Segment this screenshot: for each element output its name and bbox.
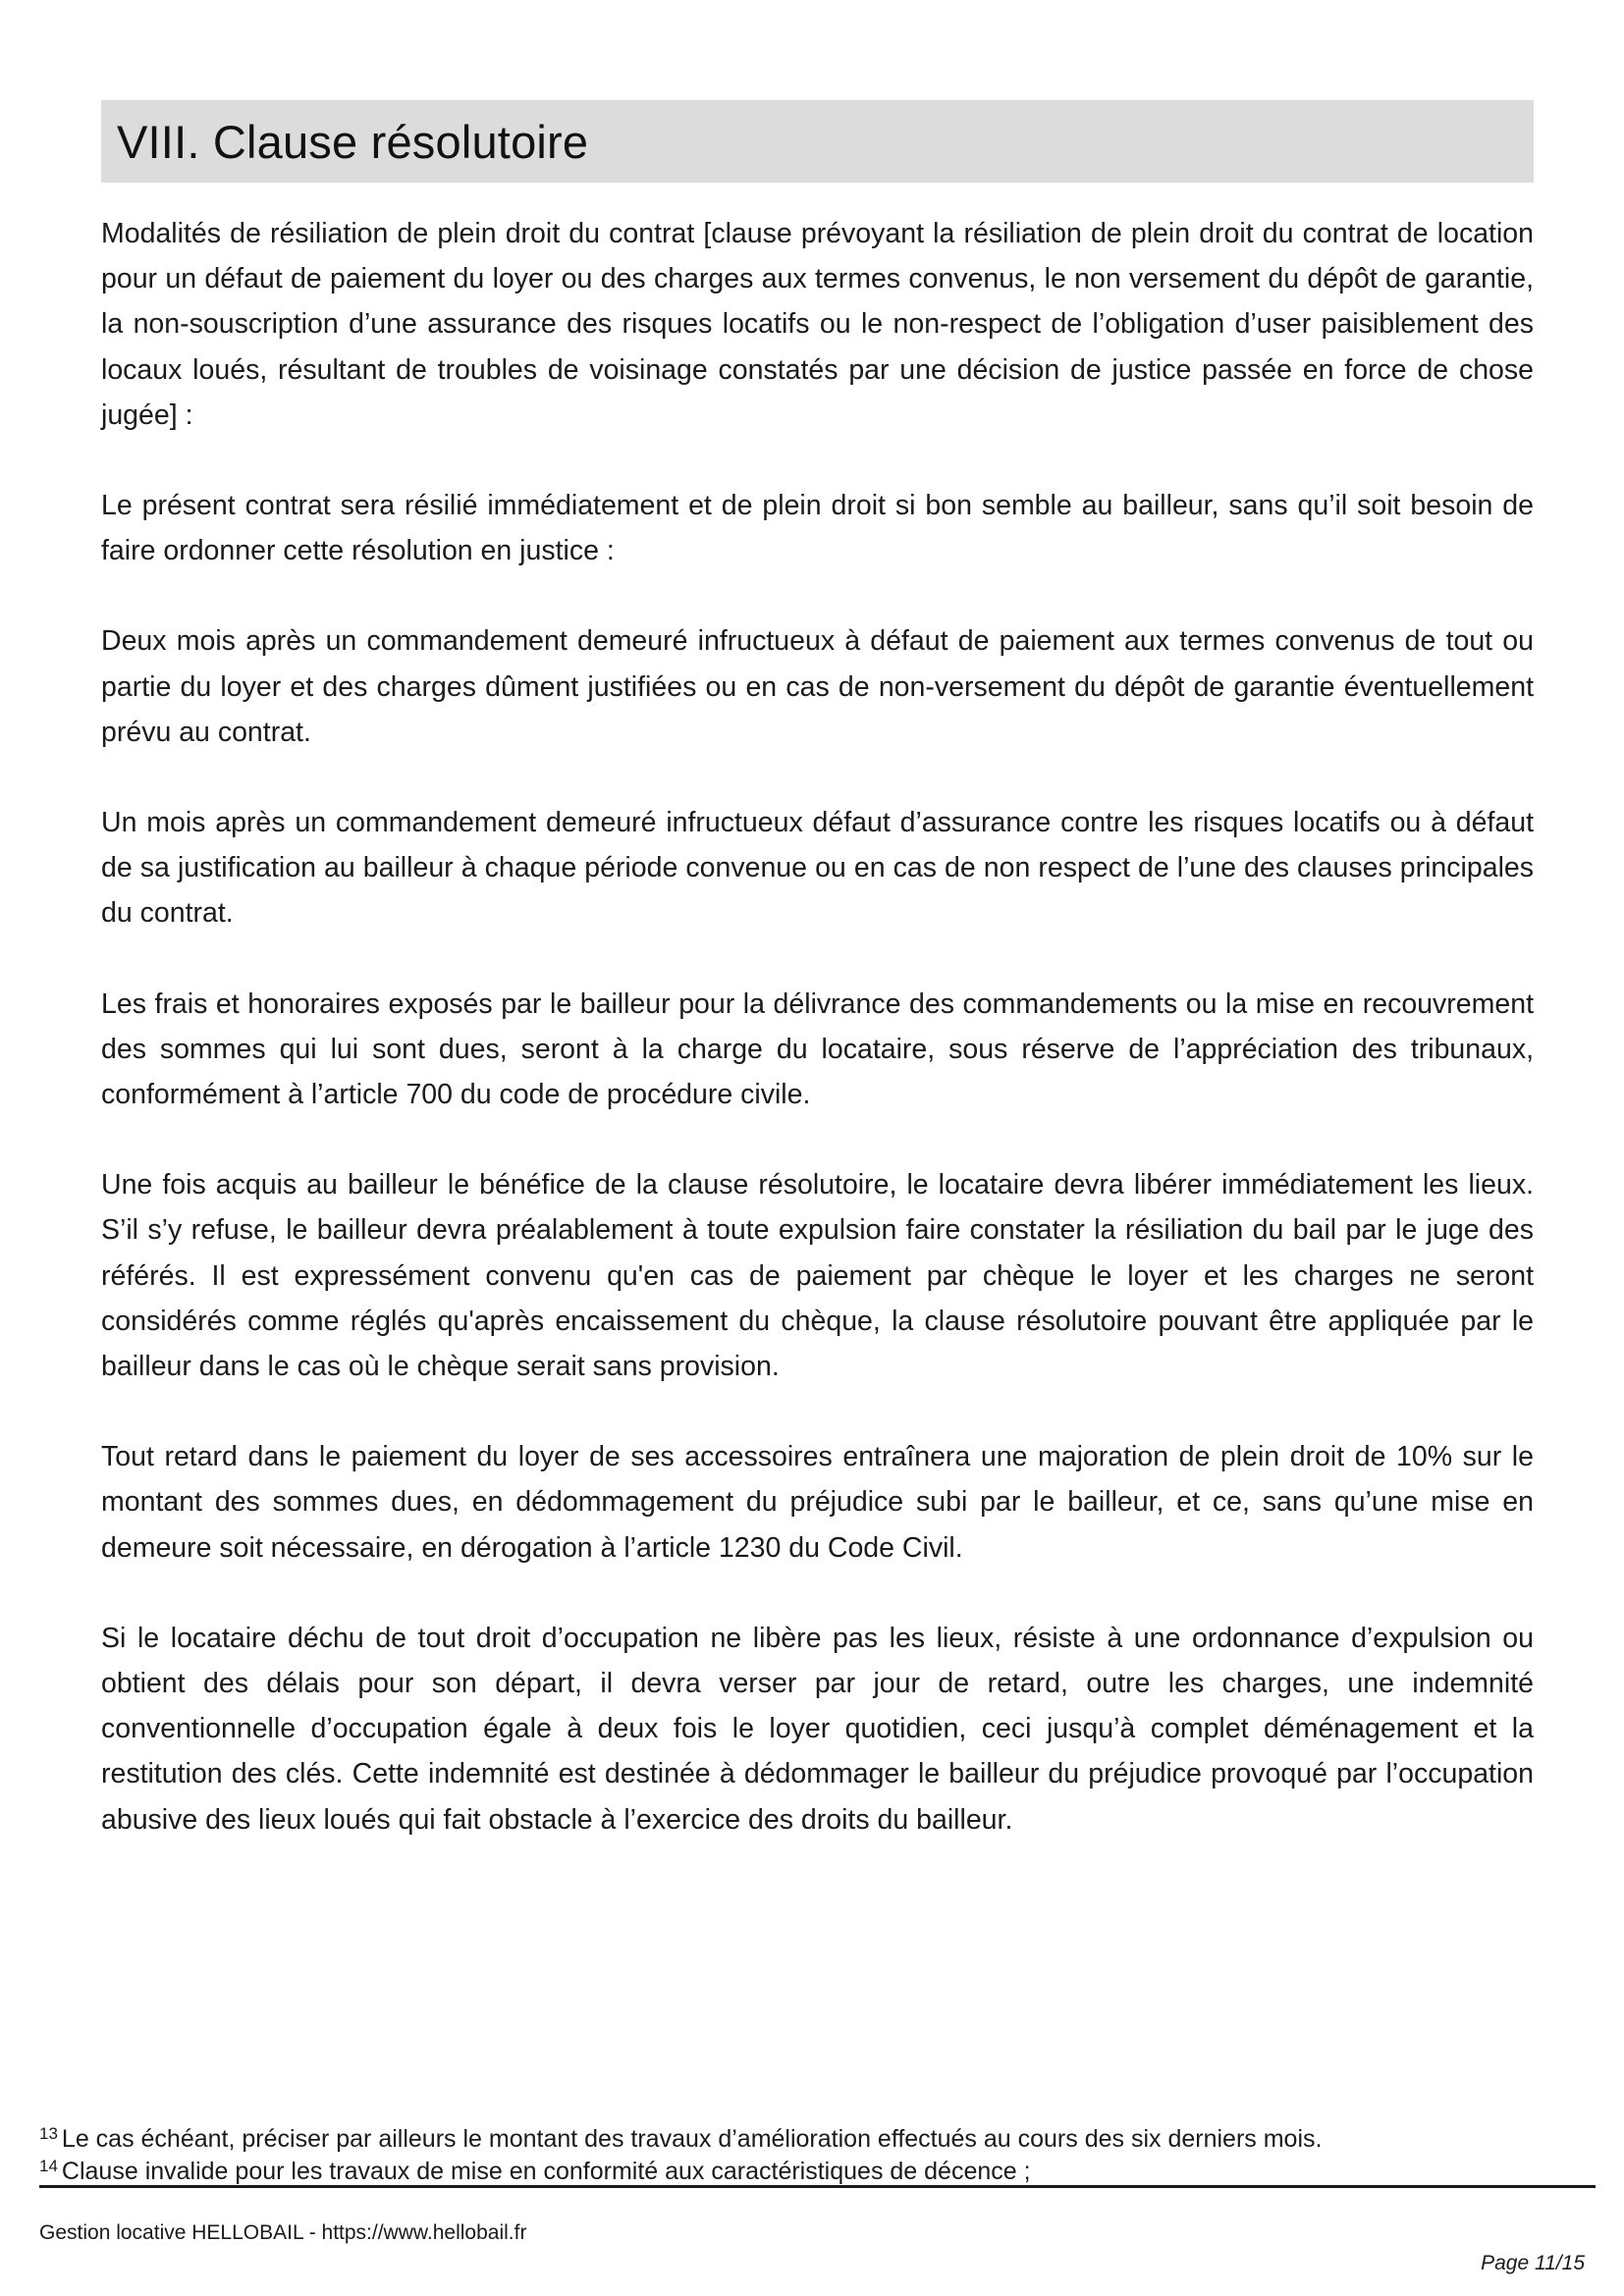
section-header [101, 100, 1534, 183]
footnote-14 [39, 2153, 1591, 2185]
paragraph-late-payment-penalty: Tout retard dans le paiement du loyer de ses accessoires entraînera une majoration de plein droit de 10% sur le montant des sommes dues, en dédommagement du préjudice subi par le bailleur, et ce, sans qu’une mise en demeure soit nécessaire, en dérogation à l’article 1230 du Code Civil. [101, 1441, 1534, 1564]
clause-body [101, 211, 1534, 1888]
footer-site-info: Gestion locative HELLOBAIL - https://www.hellobail.fr [39, 2221, 527, 2244]
section-title: VIII. Clause résolutoire [117, 115, 589, 168]
paragraph-immediate-resiliation: Le présent contrat sera résilié immédiatement et de plein droit si bon semble au bailleur, sans qu’il soit besoin de faire ordonner cette résolution en justice : [101, 490, 1534, 567]
paragraph-vacate-premises: Une fois acquis au bailleur le bénéfice de la clause résolutoire, le locataire devra libérer immédiatement les lieux. S’il s’y refuse, le bailleur devra préalablement à toute expulsion faire constater la résiliation du bail par le juge des référés. Il est expressément convenu qu'en cas de paiement par chèque le loyer et les charges ne seront considérés comme réglés qu'après encaissement du chèque, la clause résolutoire pouvant être appliquée par le bailleur dans le cas où le chèque serait sans provision. [101, 1169, 1534, 1383]
footnote-number: 13 [39, 2124, 58, 2143]
footnote-number: 14 [39, 2157, 58, 2175]
paragraph-one-month-insurance: Un mois après un commandement demeuré infructueux défaut d’assurance contre les risques locatifs ou à défaut de sa justification au bailleur à chaque période convenue ou en cas de non respect de l’une des clauses principales du contrat. [101, 807, 1534, 930]
footer-divider [39, 2185, 1596, 2188]
paragraph-fees: Les frais et honoraires exposés par le bailleur pour la délivrance des commandements ou la mise en recouvrement des sommes qui lui sont dues, seront à la charge du locataire, sous réserve de l’appréciation des tribunaux, conformément à l’article 700 du code de procédure civile. [101, 988, 1534, 1111]
footnote-text: Le cas échéant, préciser par ailleurs le montant des travaux d’amélioration effectués au cours des six derniers mois. [61, 2125, 1323, 2153]
page-number: Page 11/15 [1481, 2252, 1585, 2274]
footnotes [39, 2120, 1591, 2185]
footnote-text: Clause invalide pour les travaux de mise en conformité aux caractéristiques de décence ; [61, 2158, 1031, 2185]
paragraph-resiliation-modalities: Modalités de résiliation de plein droit du contrat [clause prévoyant la résiliation de plein droit du contrat de location pour un défaut de paiement du loyer ou des charges aux termes convenus, le non versement du dépôt de garantie, la non-souscription d’une assurance des risques locatifs ou le non-respect de l’obligation d’user paisiblement des locaux loués, résultant de troubles de voisinage constatés par une décision de justice passée en force de chose jugée] : [101, 218, 1534, 431]
paragraph-occupation-indemnity: Si le locataire déchu de tout droit d’occupation ne libère pas les lieux, résiste à une ordonnance d’expulsion ou obtient des délais pour son départ, il devra verser par jour de retard, outre les charges, une indemnité conventionnelle d’occupation égale à deux fois le loyer quotidien, ceci jusqu’à complet déménagement et la restitution des clés. Cette indemnité est destinée à dédommager le bailleur du préjudice provoqué par l’occupation abusive des lieux loués qui fait obstacle à l’exercice des droits du bailleur. [101, 1622, 1534, 1836]
paragraph-two-months-unpaid: Deux mois après un commandement demeuré infructueux à défaut de paiement aux termes convenus de tout ou partie du loyer et des charges dûment justifiées ou en cas de non-versement du dépôt de garantie éventuellement prévu au contrat. [101, 625, 1534, 748]
footnote-13 [39, 2120, 1591, 2153]
